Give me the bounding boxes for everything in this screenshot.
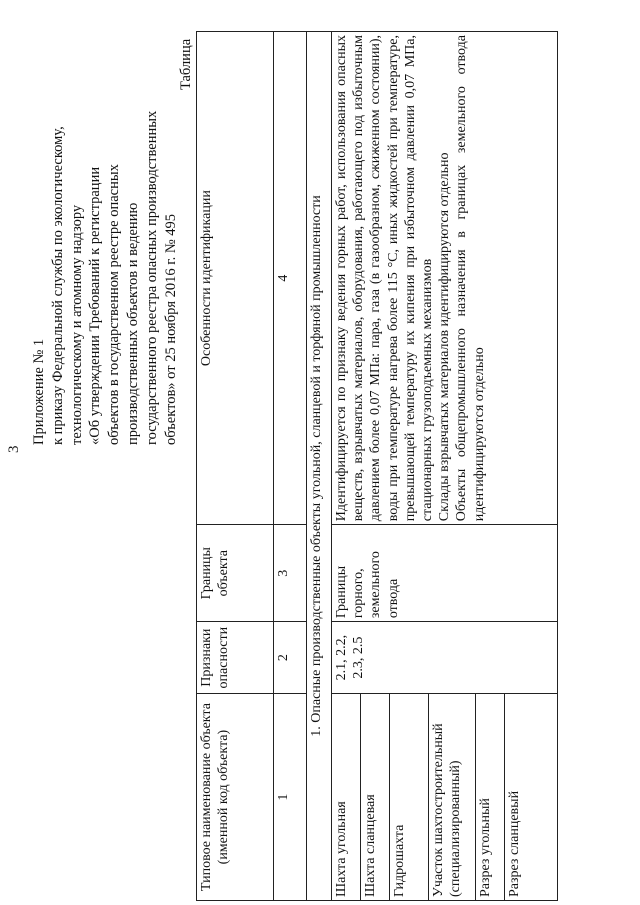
- identification-table: [196, 31, 558, 901]
- object-name: Разрез угольный: [476, 694, 505, 901]
- identification-paragraph: Склады взрывчатых материалов идентифицируются отдельно: [437, 152, 453, 522]
- appendix-line: к приказу Федеральной службы по экологическому,: [49, 126, 66, 445]
- section-title: 1. Опасные производственные объекты угольной, сланцевой и торфяной промышленности: [307, 32, 332, 901]
- column-number: 2: [274, 622, 307, 694]
- header-object-name: Типовое наименование объекта (именной код объекта): [197, 694, 274, 901]
- appendix-line: производственных объектов и ведению: [124, 202, 141, 445]
- object-name: Шахта угольная: [332, 694, 361, 901]
- page-number: 3: [6, 445, 22, 453]
- identification-features: [332, 32, 558, 525]
- object-boundaries: Границы горного, земельного отвода: [332, 525, 558, 622]
- appendix-line: государственного реестра опасных производственных: [143, 110, 160, 445]
- hazard-signs: 2.1, 2.2, 2.3, 2.5: [332, 622, 558, 694]
- column-number: 4: [274, 32, 307, 525]
- table-row: [332, 32, 361, 901]
- table-header-row: [197, 32, 274, 901]
- object-name: Участок шахтостроительный (специализированный): [429, 694, 476, 901]
- identification-paragraph: Идентифицируется по признаку ведения горных работ, использования опасных веществ, взрывчатых материалов, оборудования, работающего под избыточным давлением более 0,07 МПа: пара, газа (в газообразном, сжиженном состоянии), воды при температуре нагрева более 115 °С, иных жидкостей при температуре, превышающей температуру их кипения при избыточном давлении 0,07 МПа, стационарных грузоподъемных механизмов: [334, 35, 436, 522]
- identification-paragraph: Объекты общепромышленного назначения в границах земельного отвода идентифицируются отдельно: [454, 35, 487, 522]
- header-identification: Особенности идентификации: [197, 32, 274, 525]
- appendix-line: объектов в государственном реестре опасных: [106, 164, 123, 445]
- column-number: 1: [274, 694, 307, 901]
- object-name: Гидрошахта: [390, 694, 429, 901]
- header-hazard-signs: Признаки опасности: [197, 622, 274, 694]
- section-row: [307, 32, 332, 901]
- header-boundaries: Границы объекта: [197, 525, 274, 622]
- object-name: Разрез сланцевый: [505, 694, 558, 901]
- column-number: 3: [274, 525, 307, 622]
- appendix-line: «Об утверждении Требований к регистрации: [87, 166, 104, 445]
- column-number-row: [274, 32, 307, 901]
- appendix-line: технологическому и атомному надзору: [68, 204, 85, 445]
- appendix-line: объектов» от 25 ноября 2016 г. № 495: [162, 213, 179, 445]
- object-name: Шахта сланцевая: [361, 694, 390, 901]
- appendix-header: [30, 45, 180, 445]
- appendix-line: Приложение № 1: [31, 338, 47, 445]
- table-caption: Таблица: [178, 38, 194, 90]
